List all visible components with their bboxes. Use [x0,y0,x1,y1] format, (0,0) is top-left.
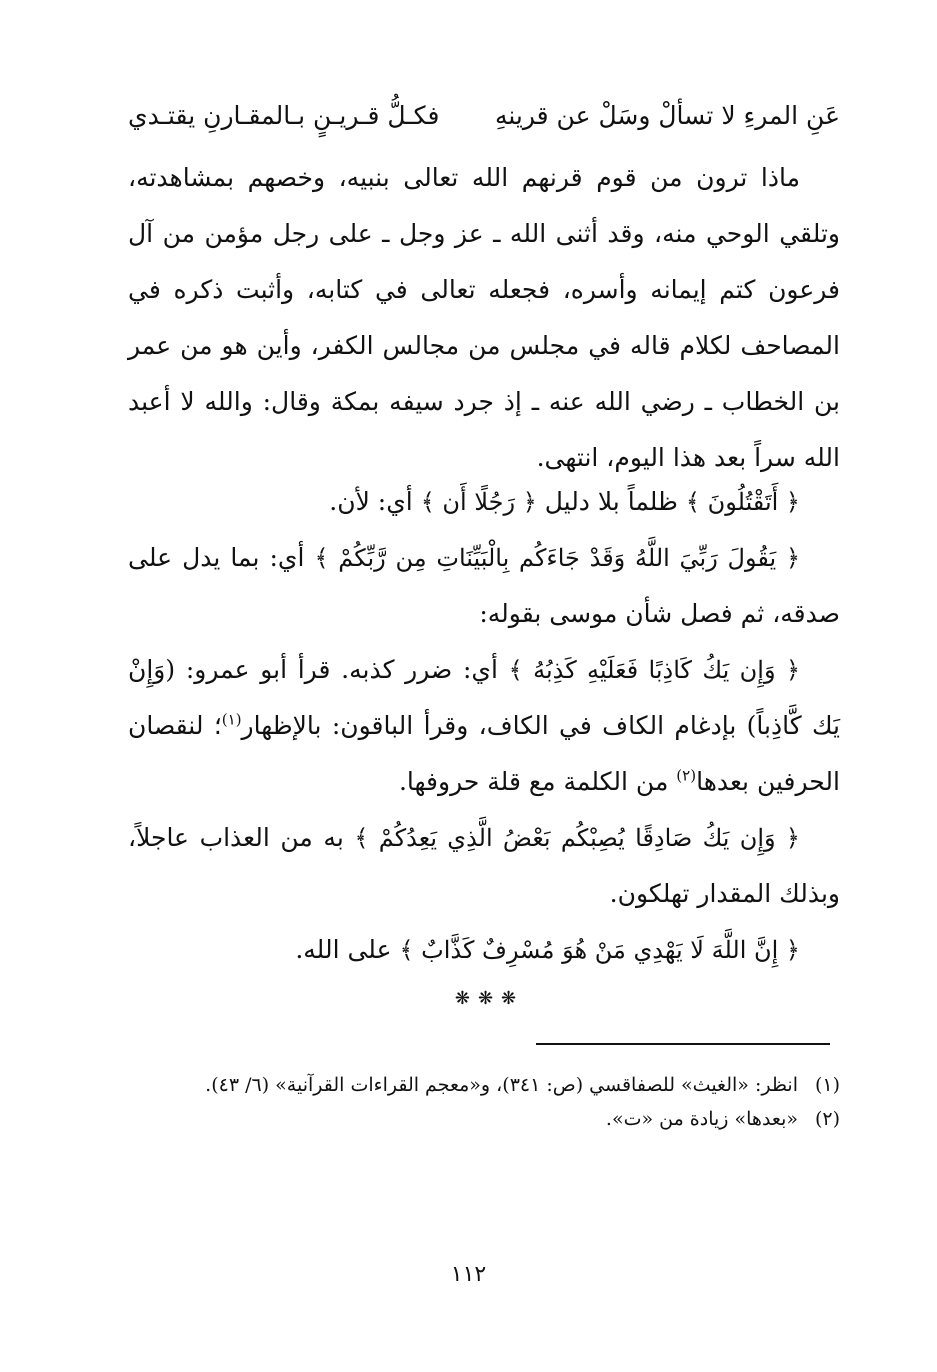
footnote-text: انظر: «الغيث» للصفاقسي (ص: ٣٤١)، و«معجم القراءات القرآنية» (٦/ ٤٣). [205,1074,798,1096]
footnote-1 [128,1068,840,1102]
commentary-line-1 [128,474,840,530]
footnote-ref-1[interactable]: (١) [221,710,242,729]
commentary-text: أي: بما يدل على صدقه، ثم فصل شأن موسى بقوله: [128,543,840,628]
commentary-text: ؛ لنقصان الحرفين بعدها [128,711,840,796]
quran-citation: ﴿ وَإِن يَكُ كَاذِبًا فَعَلَيْهِ كَذِبُهُ ﴾ [508,656,801,684]
commentary-line-4 [128,810,840,922]
main-paragraph: ماذا ترون من قوم قرنهم الله تعالى بنبيه، وخصهم بمشاهدته، وتلقي الوحي منه، وقد أثنى الله ـ عز وجل ـ على رجل مؤمن من آل فرعون كتم إيمانه وأسره، فجعله تعالى في كتابه، وأثبت ذكره في المصاحف لكلام قاله في مجلس من مجالس الكفر، وأين هو من عمر بن الخطاب ـ رضي الله عنه ـ إذ جرد سيفه بمكة وقال: والله لا أعبد الله سراً بعد هذا اليوم، انتهى. [128,163,840,472]
commentary-line-5 [128,922,840,978]
quran-citation: ﴿ رَجُلًا أَن ﴾ [420,488,537,516]
footnotes [128,1068,840,1136]
verse-first-hemistich: عَنِ المرءِ لا تسألْ وسَلْ عن قرينهِ [494,101,840,130]
page-number: ١١٢ [450,1262,487,1287]
footnote-ref-2[interactable]: (٢) [676,766,697,785]
commentary-text: به من العذاب عاجلاً، وبذلك المقدار تهلكون. [128,823,840,908]
commentary-text: ظلماً بلا دليل [536,487,686,516]
commentary-text: أي: لأن. [329,487,421,516]
commentary-line-3 [128,642,840,810]
quran-citation: ﴿ إِنَّ اللَّهَ لَا يَهْدِي مَنْ هُوَ مُسْرِفٌ كَذَّابٌ ﴾ [399,936,800,964]
verse-second-hemistich: فكـلُّ قـريـنٍ بـالمقـارنِ يقتـدي [128,101,440,130]
footnote-divider [536,1043,830,1045]
commentary-text: على الله. [295,935,400,964]
footnote-number: (٢) [814,1108,840,1130]
asterism-icon: ❋ [454,988,472,1009]
commentary-text: أي: ضرر كذبه. قرأ أبو عمرو: (وَإِنْ يَك كَّاذِباً) بإدغام الكاف في الكاف، وقرأ الباقون: بالإظهار [128,655,840,740]
footnote-2 [128,1102,840,1136]
commentary-text: من الكلمة مع قلة حروفها. [398,767,677,796]
quran-citation: ﴿ يَقُولَ رَبِّيَ اللَّهُ وَقَدْ جَاءَكُم بِالْبَيِّنَاتِ مِن رَّبِّكُمْ ﴾ [314,544,801,572]
main-paragraph-block [128,150,840,486]
section-separator [0,988,937,1009]
footnote-text: «بعدها» زيادة من «ت». [605,1108,798,1130]
commentary-line-2 [128,530,840,642]
asterism-icon: ❋ [501,988,519,1009]
commentary-block [128,474,840,978]
quran-citation: ﴿ وَإِن يَكُ صَادِقًا يُصِبْكُم بَعْضُ الَّذِي يَعِدُكُمْ ﴾ [354,824,800,852]
footnote-number: (١) [814,1074,840,1096]
asterism-icon: ❋ [477,988,496,1009]
quran-citation: ﴿ أَتَقْتُلُونَ ﴾ [685,488,800,516]
poetry-verse [128,92,840,140]
